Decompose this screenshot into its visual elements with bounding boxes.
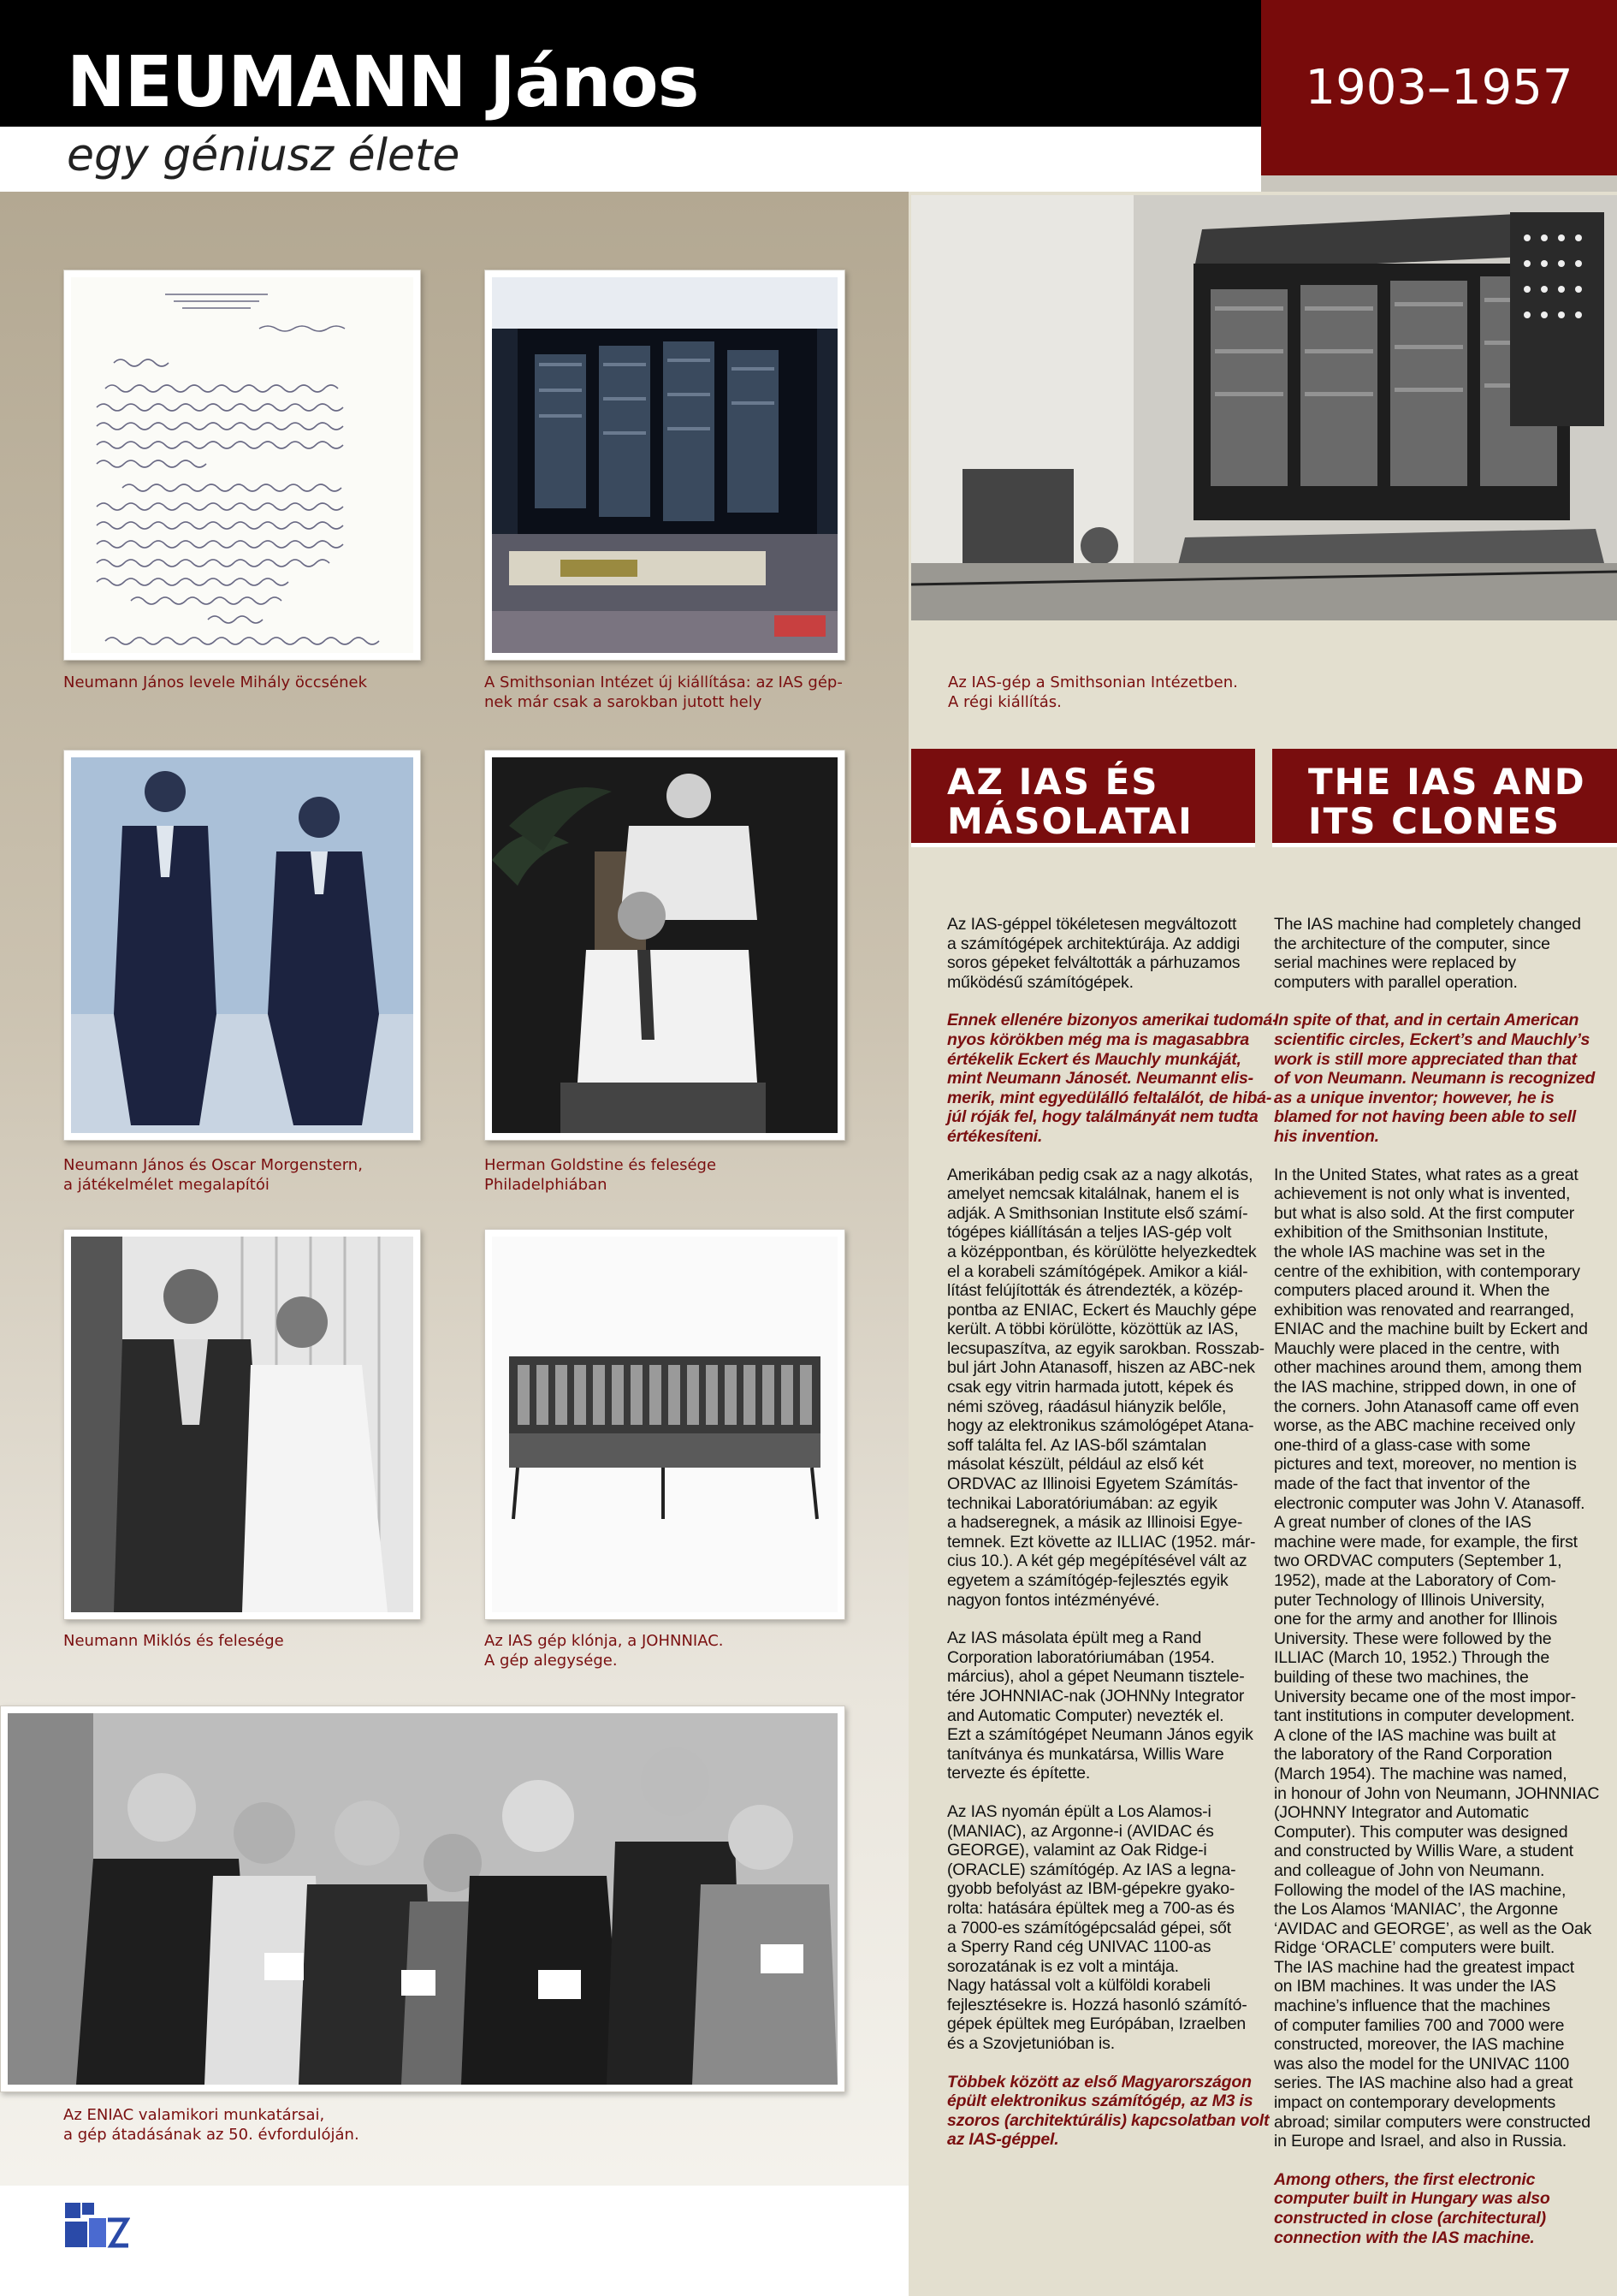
- text-line: the whole IAS machine was set in the: [1274, 1242, 1545, 1261]
- text-line: Mauchly were placed in the centre, with: [1274, 1338, 1560, 1358]
- text-line: Corporation laboratóriumában (1954.: [947, 1647, 1215, 1667]
- text-line: in Europe and Israel, and also in Russia.: [1274, 2132, 1567, 2151]
- text-line: constructed, moreover, the IAS machine: [1274, 2035, 1565, 2055]
- text-line: two ORDVAC computers (September 1,: [1274, 1551, 1562, 1571]
- text-line: ENIAC and the machine built by Eckert and: [1274, 1320, 1588, 1339]
- text-line: pictures and text, moreover, no mention is: [1274, 1455, 1577, 1474]
- exhibit-image: [492, 277, 838, 653]
- text-line: működésű számítógépek.: [947, 972, 1134, 992]
- text-line: el a korabeli számítógépek. Amikor a kiál-: [947, 1261, 1248, 1281]
- text-line: puter Technology of Illinois University,: [1274, 1590, 1545, 1610]
- text-line: electronic computer was John V. Atanasoff.: [1274, 1493, 1585, 1513]
- text-line: tanítványa és munkatársa, Willis Ware: [947, 1744, 1224, 1764]
- text-line: was also the model for the UNIVAC 1100: [1274, 2054, 1570, 2074]
- text-line: egyetem a számítógép-fejlesztés egyik: [947, 1571, 1229, 1590]
- text-line: bul járt John Atanasoff, hiszen az ABC-nek: [947, 1358, 1255, 1378]
- text-line: épült elektronikus számítógép, az M3 is: [947, 2091, 1253, 2111]
- text-line: series. The IAS machine also had a great: [1274, 2074, 1573, 2093]
- caption-johnniac: [484, 1631, 724, 1670]
- text-line: Ennek ellenére bizonyos amerikai tudomá-: [947, 1011, 1278, 1030]
- eniac-group-image: [8, 1713, 838, 2085]
- text-line: computers placed around it. When the: [1274, 1281, 1550, 1301]
- text-line: made of the fact that inventor of the: [1274, 1474, 1531, 1494]
- text-line: cius 10.). A két gép megépítésével vált az: [947, 1551, 1247, 1571]
- ias-machine-image: [911, 195, 1617, 620]
- caption-miklos: [63, 1631, 284, 1651]
- text-line: machine’s influence that the machines: [1274, 1996, 1550, 2016]
- caption-line: Neumann János és Oscar Morgenstern,: [63, 1156, 363, 1174]
- caption-smithsonian-exhibit: [484, 673, 843, 712]
- text-line: but what is also sold. At the first computer: [1274, 1203, 1575, 1223]
- goldstine-image: [492, 757, 838, 1133]
- caption-line: A régi kiállítás.: [948, 693, 1062, 711]
- heading-en-underline: [1272, 843, 1617, 847]
- caption-line: Neumann János levele Mihály öccsének: [63, 673, 368, 691]
- text-line: a hadseregnek, a másik az Illinoisi Egye-: [947, 1513, 1243, 1533]
- text-line: amelyet nemcsak kitalálnak, hanem el is: [947, 1184, 1240, 1204]
- text-line: In spite of that, and in certain American: [1274, 1011, 1579, 1030]
- body-column-hu: [947, 915, 1278, 2168]
- text-line: Az IAS-géppel tökéletesen megváltozott: [947, 915, 1237, 934]
- body-paragraph: [1274, 915, 1592, 992]
- text-line: sorozatának is ez volt a mintája.: [947, 1956, 1179, 1976]
- text-line: tére JOHNNIAC-nak (JOHNNy Integrator: [947, 1686, 1245, 1706]
- text-line: a középpontban, és körülötte helyezkedtek: [947, 1242, 1257, 1261]
- text-line: GEORGE), valamint az Oak Ridge-i: [947, 1841, 1207, 1860]
- text-line: Nagy hatással volt a külföldi korabeli: [947, 1976, 1211, 1996]
- text-line: the corners. John Atanasoff came off even: [1274, 1397, 1579, 1416]
- letter-image: [71, 277, 413, 653]
- heading-hu: [911, 749, 1255, 843]
- caption-neumann-morgenstern: [63, 1155, 363, 1195]
- text-line: Following the model of the IAS machine,: [1274, 1880, 1567, 1900]
- body-paragraph: [947, 1802, 1260, 2054]
- caption-line: Neumann Miklós és felesége: [63, 1632, 284, 1650]
- photo-neumann-morgenstern: [63, 750, 421, 1141]
- heading-en-line: ITS CLONES: [1308, 800, 1561, 842]
- page-title: NEUMANN János: [67, 42, 699, 123]
- caption-goldstine: [484, 1155, 716, 1195]
- text-line: soros gépeket felváltották a párhuzamos: [947, 953, 1241, 973]
- text-line: University. These were followed by the: [1274, 1629, 1552, 1648]
- text-line: Az IAS másolata épült meg a Rand: [947, 1629, 1202, 1648]
- text-line: értékesíteni.: [947, 1126, 1043, 1146]
- logo-mark-icon: [63, 2199, 130, 2251]
- caption-letter: [63, 673, 367, 692]
- heading-hu-underline: [911, 843, 1255, 847]
- body-column-en: [1274, 915, 1600, 2266]
- body-paragraph: [947, 915, 1260, 992]
- text-line: mint Neumann Jánosét. Neumannt elis-: [947, 1069, 1253, 1089]
- text-line: tant institutions in computer development.: [1274, 1706, 1575, 1726]
- body-paragraph: [1274, 1165, 1600, 2151]
- text-line: a számítógépek architektúrája. Az addigi: [947, 934, 1241, 953]
- text-line: Ridge ‘ORACLE’ computers were built.: [1274, 1938, 1555, 1958]
- photo-goldstine: [484, 750, 845, 1141]
- text-line: március), ahol a gépet Neumann tisztele-: [947, 1667, 1245, 1687]
- text-line: a Sperry Rand cég UNIVAC 1100-as: [947, 1937, 1211, 1957]
- caption-line: Herman Goldstine és felesége: [484, 1156, 717, 1174]
- text-line: merik, mint egyedülálló feltalálót, de hibá-: [947, 1088, 1272, 1107]
- text-line: of computer families 700 and 7000 were: [1274, 2015, 1565, 2035]
- body-paragraph: [947, 1165, 1265, 1611]
- text-line: csak egy vitrin harmada jutott, képek és: [947, 1378, 1234, 1397]
- photo-letter: [63, 270, 421, 661]
- text-line: Az IAS nyomán épült a Los Alamos-i: [947, 1801, 1211, 1821]
- text-line: serial machines were replaced by: [1274, 953, 1516, 973]
- text-line: 1952), made at the Laboratory of Com-: [1274, 1571, 1556, 1590]
- caption-ias-old: [948, 673, 1238, 712]
- text-line: másolat készült, például az első két: [947, 1455, 1204, 1474]
- text-line: the IAS machine, stripped down, in one of: [1274, 1378, 1576, 1397]
- text-line: pontba az ENIAC, Eckert és Mauchly gépe: [947, 1300, 1257, 1320]
- text-line: fejlesztésekre is. Hozzá hasonló számító-: [947, 1995, 1247, 2014]
- text-line: achievement is not only what is invented,: [1274, 1184, 1571, 1204]
- text-line: gépek épültek meg Európában, Izraelben: [947, 2014, 1247, 2034]
- text-line: ORDVAC az Illinoisi Egyetem Számítás-: [947, 1474, 1239, 1494]
- text-line: Among others, the first electronic: [1274, 2169, 1536, 2189]
- text-line: work is still more appreciated than that: [1274, 1049, 1577, 1069]
- text-line: of von Neumann. Neumann is recognized: [1274, 1069, 1596, 1089]
- text-line: the Los Alamos ‘MANIAC’, the Argonne: [1274, 1900, 1559, 1919]
- text-line: (March 1954). The machine was named,: [1274, 1764, 1567, 1783]
- text-line: nyos körökben még ma is magasabbra: [947, 1029, 1249, 1049]
- text-line: in honour of John von Neumann, JOHNNIAC: [1274, 1783, 1600, 1803]
- text-line: one for the army and another for Illinois: [1274, 1610, 1558, 1629]
- page-subtitle: egy géniusz élete: [67, 130, 460, 181]
- heading-en: [1272, 749, 1617, 843]
- text-line: worse, as the ABC machine received only: [1274, 1416, 1576, 1436]
- photo-ias-machine: [911, 195, 1617, 620]
- text-line: ILLIAC (March 10, 1952.) Through the: [1274, 1648, 1549, 1668]
- text-line: his invention.: [1274, 1126, 1379, 1146]
- heading-hu-line: AZ IAS ÉS: [947, 761, 1159, 803]
- text-line: The IAS machine had completely changed: [1274, 915, 1581, 934]
- text-line: júl róják fel, hogy találmányát nem tudta: [947, 1107, 1259, 1127]
- caption-line: A Smithsonian Intézet új kiállítása: az IAS gép-: [484, 673, 843, 691]
- caption-line: a gép átadásának az 50. évfordulóján.: [63, 2126, 359, 2144]
- text-line: technikai Laboratóriumában: az egyik: [947, 1493, 1217, 1513]
- text-line: soff találta fel. Az IAS-ből számtalan: [947, 1435, 1207, 1455]
- text-line: centre of the exhibition, with contemporary: [1274, 1261, 1580, 1281]
- text-line: the laboratory of the Rand Corporation: [1274, 1745, 1553, 1765]
- photo-smithsonian-exhibit: [484, 270, 845, 661]
- text-line: tervezte és építette.: [947, 1764, 1091, 1783]
- text-line: értékelik Eckert és Mauchly munkáját,: [947, 1049, 1241, 1069]
- text-line: abroad; similar computers were constructed: [1274, 2112, 1590, 2132]
- text-line: Computer). This computer was designed: [1274, 1822, 1568, 1842]
- text-line: and constructed by Willis Ware, a student: [1274, 1842, 1573, 1861]
- caption-line: nek már csak a sarokban jutott hely: [484, 693, 762, 711]
- text-line: the architecture of the computer, since: [1274, 934, 1550, 953]
- text-line: Ezt a számítógépet Neumann János egyik: [947, 1725, 1253, 1745]
- text-line: (JOHNNY Integrator and Automatic: [1274, 1803, 1529, 1823]
- text-line: adják. A Smithsonian Institute első számí-: [947, 1203, 1248, 1223]
- footer-band: [0, 2186, 909, 2296]
- text-line: hogy az elektronikus számológépet Atana-: [947, 1416, 1254, 1436]
- text-line: building of these two machines, the: [1274, 1667, 1529, 1687]
- text-line: blamed for not having been able to sell: [1274, 1107, 1577, 1127]
- neumann-morgenstern-image: [71, 757, 413, 1133]
- johnniac-image: [492, 1237, 838, 1612]
- text-line: ‘AVIDAC and GEORGE’, as well as the Oak: [1274, 1919, 1592, 1938]
- text-line: gyobb befolyást az IBM-gépekre gyako-: [947, 1879, 1235, 1899]
- text-line: other machines around them, among them: [1274, 1358, 1582, 1378]
- caption-line: Az IAS gép klónja, a JOHNNIAC.: [484, 1632, 724, 1650]
- caption-line: Az IAS-gép a Smithsonian Intézetben.: [948, 673, 1238, 691]
- body-paragraph: [947, 1629, 1260, 1783]
- caption-line: Az ENIAC valamikori munkatársai,: [63, 2106, 325, 2124]
- text-line: lecsupaszítva, az egyik sarokban. Rosszab-: [947, 1338, 1265, 1358]
- highlight-paragraph: [1274, 2170, 1592, 2247]
- caption-line: a játékelmélet megalapítói: [63, 1176, 270, 1194]
- text-line: exhibition of the Smithsonian Institute,: [1274, 1223, 1549, 1243]
- photo-eniac-group: [0, 1706, 845, 2092]
- photo-johnniac: [484, 1229, 845, 1620]
- text-line: szoros (architektúrális) kapcsolatban volt: [947, 2110, 1270, 2130]
- miklos-image: [71, 1237, 413, 1612]
- text-line: scientific circles, Eckert’s and Mauchly’s: [1274, 1029, 1590, 1049]
- caption-line: Philadelphiában: [484, 1176, 607, 1194]
- text-line: rolta: hatására épültek meg a 700-as és: [947, 1898, 1235, 1918]
- header-shade: [1261, 175, 1617, 192]
- text-line: computer built in Hungary was also: [1274, 2189, 1550, 2209]
- photo-miklos: [63, 1229, 421, 1620]
- text-line: (MANIAC), az Argonne-i (AVIDAC és: [947, 1821, 1214, 1841]
- text-line: as a unique inventor; however, he is: [1274, 1088, 1555, 1107]
- heading-en-line: THE IAS AND: [1308, 761, 1586, 803]
- text-line: connection with the IAS machine.: [1274, 2228, 1535, 2247]
- highlight-paragraph: [1274, 1011, 1596, 1146]
- text-line: A clone of the IAS machine was built at: [1274, 1725, 1556, 1745]
- text-line: tógépes kiállításán a teljes IAS-gép volt: [947, 1223, 1232, 1243]
- heading-hu-line: MÁSOLATAI: [947, 800, 1194, 842]
- text-line: exhibition was renovated and rearranged,: [1274, 1300, 1574, 1320]
- text-line: Amerikában pedig csak az a nagy alkotás,: [947, 1165, 1253, 1184]
- text-line: In the United States, what rates as a great: [1274, 1165, 1578, 1184]
- text-line: and Automatic Computer) nevezték el.: [947, 1706, 1224, 1725]
- text-line: az IAS-géppel.: [947, 2130, 1059, 2150]
- caption-eniac: [63, 2105, 359, 2145]
- text-line: one-third of a glass-case with some: [1274, 1435, 1531, 1455]
- text-line: lítást felújították és átrendezték, a közép-: [947, 1281, 1243, 1301]
- text-line: computers with parallel operation.: [1274, 972, 1518, 992]
- text-line: University became one of the most impor-: [1274, 1687, 1576, 1706]
- text-line: nagyon fontos intézményévé.: [947, 1590, 1160, 1610]
- highlight-paragraph: [947, 2072, 1270, 2150]
- njszt-logo: [63, 2199, 130, 2251]
- text-line: Többek között az első Magyarországon: [947, 2072, 1252, 2091]
- text-line: The IAS machine had the greatest impact: [1274, 1957, 1574, 1977]
- text-line: a 7000-es számítógépcsalád gépei, sőt: [947, 1918, 1231, 1937]
- text-line: (ORACLE) számítógép. Az IAS a legna-: [947, 1860, 1236, 1879]
- highlight-paragraph: [947, 1011, 1278, 1146]
- text-line: A great number of clones of the IAS: [1274, 1513, 1531, 1533]
- text-line: machine were made, for example, the first: [1274, 1532, 1578, 1551]
- text-line: temnek. Ezt követte az ILLIAC (1952. már-: [947, 1532, 1256, 1551]
- text-line: némi szöveg, ráadásul hiányzik belőle,: [947, 1397, 1227, 1416]
- text-line: és a Szovjetunióban is.: [947, 2034, 1115, 2054]
- years-label: 1903–1957: [1305, 60, 1573, 116]
- text-line: impact on contemporary developments: [1274, 2093, 1556, 2113]
- text-line: constructed in close (architectural): [1274, 2209, 1546, 2228]
- text-line: and colleague of John von Neumann.: [1274, 1860, 1545, 1880]
- text-line: on IBM machines. It was under the IAS: [1274, 1977, 1556, 1996]
- text-line: került. A többi körülötte, közöttük az IAS,: [947, 1320, 1239, 1339]
- caption-line: A gép alegysége.: [484, 1652, 618, 1670]
